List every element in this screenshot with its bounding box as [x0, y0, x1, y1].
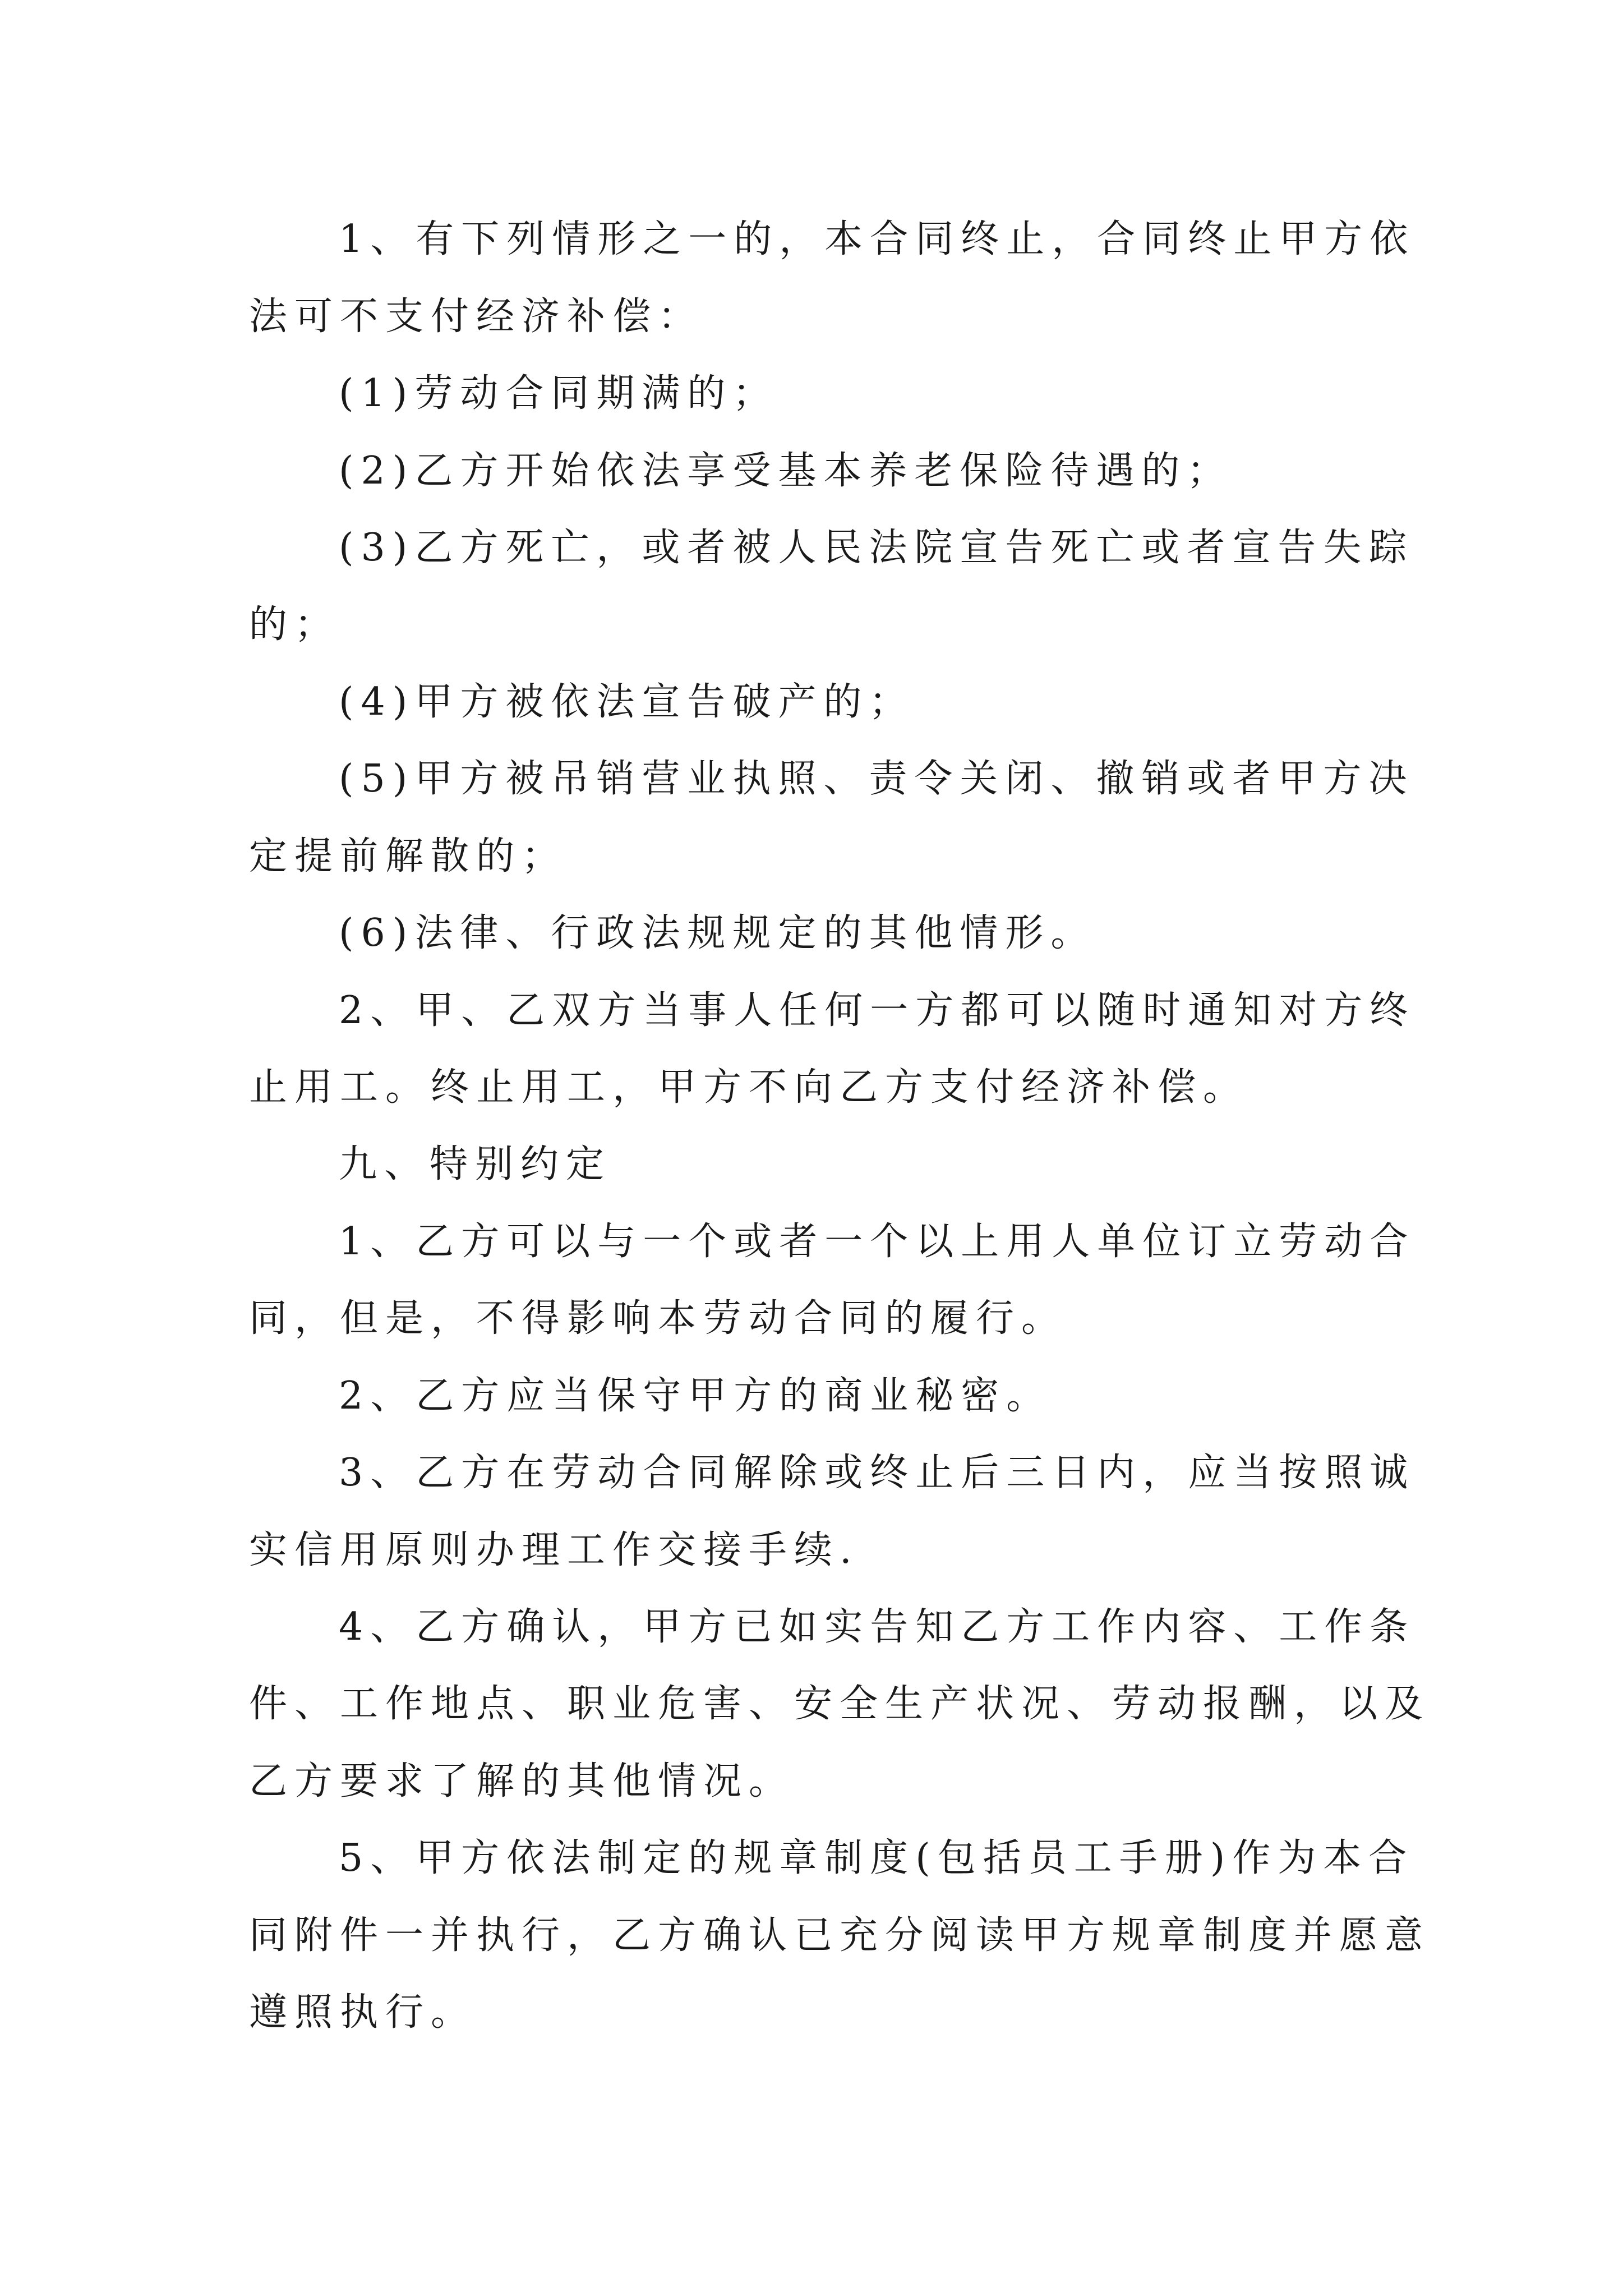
text-line: 同，但是，不得影响本劳动合同的履行。	[249, 1296, 1067, 1341]
text-line: (5)甲方被吊销营业执照、责令关闭、撤销或者甲方决	[339, 757, 1414, 801]
text-line: 5、甲方依法制定的规章制度(包括员工手册)作为本合	[339, 1836, 1414, 1880]
text-line: 2、乙方应当保守甲方的商业秘密。	[339, 1374, 1052, 1418]
section-heading: 九、特别约定	[339, 1142, 612, 1186]
text-line: (4)甲方被依法宣告破产的；	[339, 680, 915, 724]
text-line: (2)乙方开始依法享受基本养老保险待遇的；	[339, 449, 1233, 493]
text-line: 定提前解散的；	[249, 834, 568, 878]
text-line: 实信用原则办理工作交接手续.	[249, 1528, 859, 1572]
text-line: 同附件一并执行，乙方确认已充分阅读甲方规章制度并愿意	[249, 1913, 1431, 1958]
text-line: 3、乙方在劳动合同解除或终止后三日内，应当按照诚	[339, 1451, 1415, 1495]
text-line: 遵照执行。	[249, 1990, 477, 2035]
text-line: (3)乙方死亡，或者被人民法院宣告死亡或者宣告失踪	[339, 526, 1414, 570]
text-line: 1、有下列情形之一的，本合同终止，合同终止甲方依	[339, 217, 1415, 261]
text-line: 法可不支付经济补偿：	[249, 295, 704, 339]
text-line: 1、乙方可以与一个或者一个以上用人单位订立劳动合	[339, 1220, 1415, 1264]
text-line: 件、工作地点、职业危害、安全生产状况、劳动报酬，以及	[249, 1682, 1431, 1726]
text-line: 的；	[249, 602, 340, 647]
text-line: 2、甲、乙双方当事人任何一方都可以随时通知对方终	[339, 988, 1415, 1033]
text-line: 乙方要求了解的其他情况。	[249, 1759, 795, 1803]
text-line: (1)劳动合同期满的；	[339, 371, 778, 416]
text-line: (6)法律、行政法规规定的其他情形。	[339, 911, 1096, 955]
text-line: 止用工。终止用工，甲方不向乙方支付经济补偿。	[249, 1065, 1249, 1110]
text-line: 4、乙方确认，甲方已如实告知乙方工作内容、工作条	[339, 1605, 1415, 1649]
